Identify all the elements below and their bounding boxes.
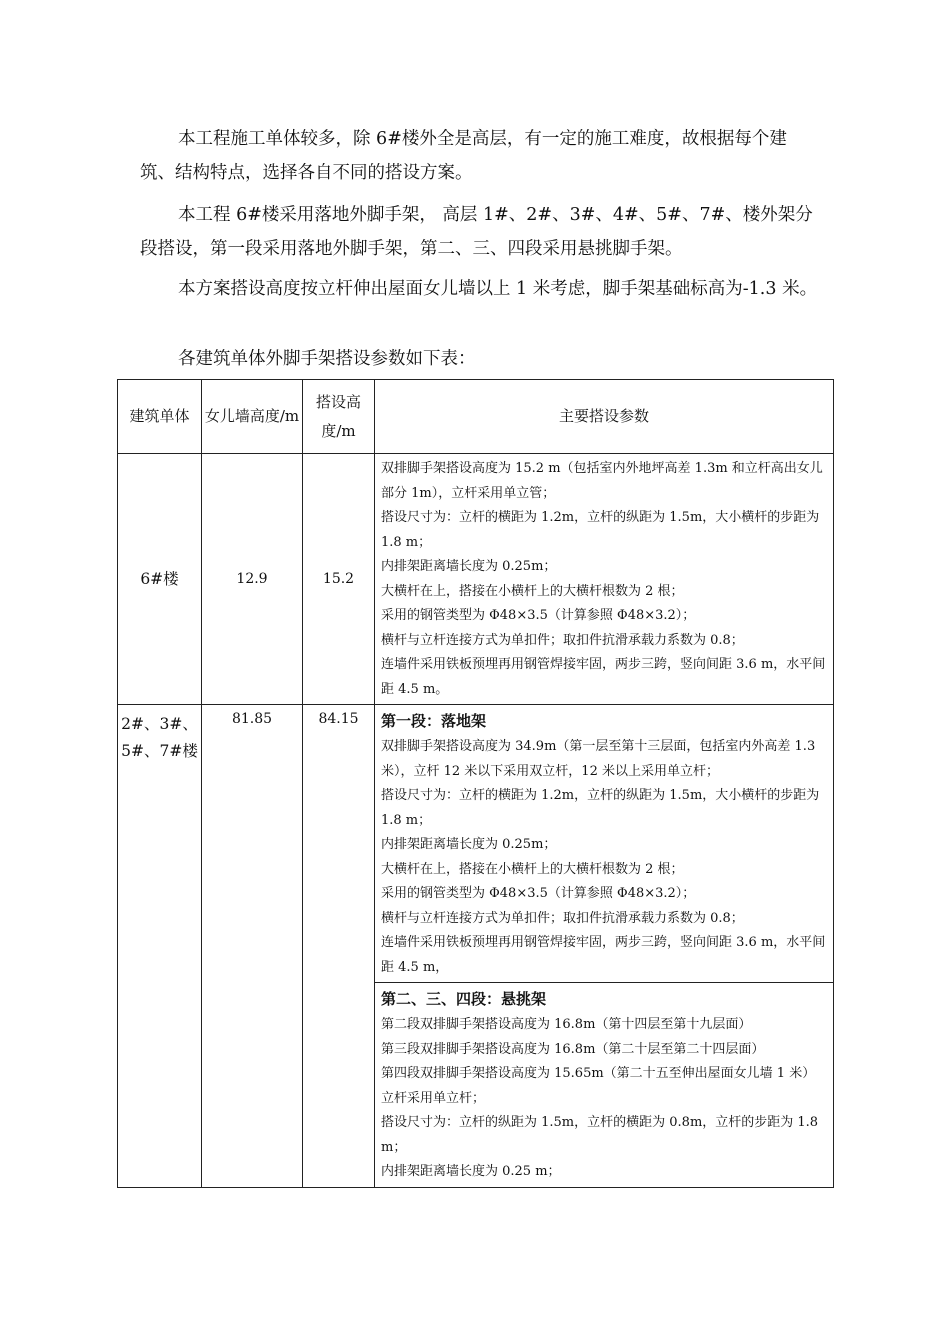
header-parapet-height: 女儿墙高度/m	[202, 380, 303, 454]
section2-param-line: 立杆采用单立杆；	[381, 1090, 486, 1106]
section1-param-line: 搭设尺寸为：立杆的横距为 1.2m，立杆的纵距为 1.5m，大小横杆的步距为 1.8 m；	[381, 788, 820, 828]
section1-param-line: 内排架距离墙长度为 0.25m；	[381, 837, 557, 852]
section2-param-line: 内排架距离墙长度为 0.25 m；	[381, 1164, 561, 1179]
section1-param-line: 双排脚手架搭设高度为 34.9m（第一层至第十三层面，包括室内外高差 1.3 米），立杆 12 米以下采用双立杆，12 米以上采用单立杆；	[381, 739, 816, 779]
table-row	[118, 705, 834, 983]
section1-param-line: 采用的钢管类型为 Φ48×3.5（计算参照 Φ48×3.2）；	[381, 886, 696, 901]
table-header-row	[118, 380, 834, 454]
header-erection-height: 搭设高度/m	[303, 380, 375, 454]
section2-param-line: 搭设尺寸为：立杆的纵距为 1.5m，立杆的横距为 0.8m，立杆的步距为 1.8 m；	[381, 1115, 819, 1155]
section2-param-line: 第四段双排脚手架搭设高度为 15.65m（第二十五至伸出屋面女儿墙 1 米）	[381, 1066, 816, 1081]
row1-param-line: 连墙件采用铁板预埋再用钢管焊接牢固，两步三跨，竖向间距 3.6 m，水平间距 4.5 m。	[381, 657, 826, 697]
row1-param-line: 搭设尺寸为：立杆的横距为 1.2m，立杆的纵距为 1.5m，大小横杆的步距为 1.8 m；	[381, 510, 820, 550]
row1-height: 15.2	[303, 454, 375, 705]
row1-param-line: 横杆与立杆连接方式为单扣件；取扣件抗滑承载力系数为 0.8；	[381, 632, 744, 648]
scaffold-parameters-table	[117, 379, 834, 1188]
row2-section2-params	[375, 983, 834, 1188]
intro-paragraph-2: 本工程 6#楼采用落地外脚手架， 高层 1#、2#、3#、4#、5#、7#、楼外架分段搭设，第一段采用落地外脚手架，第二、三、四段采用悬挑脚手架。	[140, 205, 813, 259]
row1-parapet: 12.9	[202, 454, 303, 705]
section1-param-line: 横杆与立杆连接方式为单扣件；取扣件抗滑承载力系数为 0.8；	[381, 910, 744, 926]
row1-building: 6#楼	[118, 454, 202, 705]
section1-param-line: 连墙件采用铁板预埋再用钢管焊接牢固，两步三跨，竖向间距 3.6 m，水平间距 4.5 m，	[381, 935, 826, 975]
row2-section1-params	[375, 705, 834, 983]
header-building: 建筑单体	[118, 380, 202, 454]
section2-param-line: 第三段双排脚手架搭设高度为 16.8m（第二十层至第二十四层面）	[381, 1041, 765, 1057]
header-main-params: 主要搭设参数	[375, 380, 834, 454]
section1-param-line: 大横杆在上，搭接在小横杆上的大横杆根数为 2 根；	[381, 861, 684, 877]
table-caption: 各建筑单体外脚手架搭设参数如下表：	[178, 349, 476, 369]
row2-building: 2#、3#、5#、7#楼	[118, 705, 202, 1188]
row1-param-line: 双排脚手架搭设高度为 15.2 m（包括室内外地坪高差 1.3m 和立杆高出女儿部分 1m），立杆采用单立管；	[381, 461, 823, 501]
section1-title: 第一段：落地架	[381, 712, 487, 730]
row1-params	[375, 454, 834, 705]
section2-title: 第二、三、四段：悬挑架	[381, 990, 547, 1008]
row1-param-line: 大横杆在上，搭接在小横杆上的大横杆根数为 2 根；	[381, 583, 684, 599]
row1-param-line: 采用的钢管类型为 Φ48×3.5（计算参照 Φ48×3.2）；	[381, 608, 696, 623]
intro-paragraph-1: 本工程施工单体较多，除 6#楼外全是高层，有一定的施工难度，故根据每个建筑、结构特点，选择各自不同的搭设方案。	[140, 129, 787, 183]
row2-parapet: 81.85	[202, 705, 303, 1188]
section2-param-line: 第二段双排脚手架搭设高度为 16.8m（第十四层至第十九层面）	[381, 1017, 752, 1032]
row1-param-line: 内排架距离墙长度为 0.25m；	[381, 559, 557, 574]
row2-height: 84.15	[303, 705, 375, 1188]
intro-paragraph-3: 本方案搭设高度按立杆伸出屋面女儿墙以上 1 米考虑，脚手架基础标高为-1.3 米。	[178, 279, 818, 299]
table-row	[118, 454, 834, 705]
